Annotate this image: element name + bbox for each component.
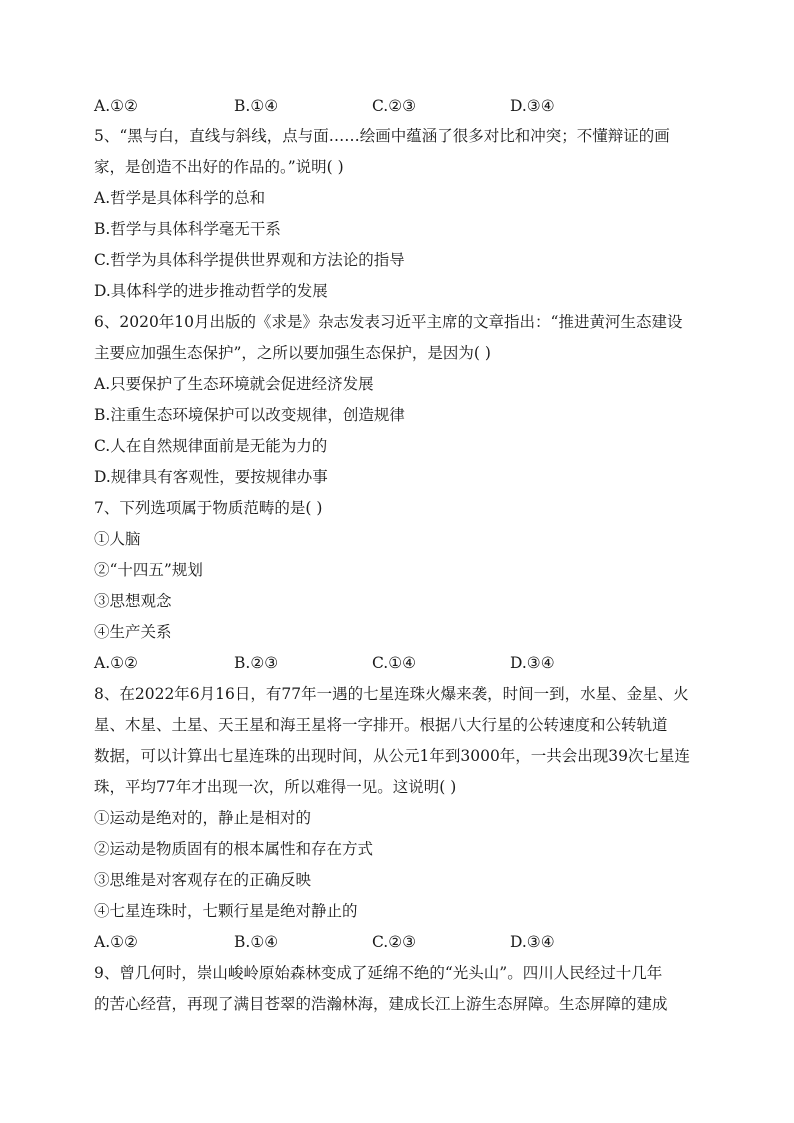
q9-stem-line2: 的苦心经营，再现了满目苍翠的浩瀚林海，建成长江上游生态屏障。生态屏障的建成 <box>94 995 668 1013</box>
q5-stem-line2: 家，是创造不出好的作品的。”说明( ) <box>94 158 344 176</box>
q7-item-3: ③思想观念 <box>94 592 172 610</box>
option-c: C.②③ <box>372 97 417 115</box>
q8-item-2: ②运动是物质固有的根本属性和存在方式 <box>94 840 374 858</box>
q8-item-1: ①运动是绝对的，静止是相对的 <box>94 809 312 827</box>
option-d: D.③④ <box>510 97 555 115</box>
q9-stem-line1: 9、曾几何时，崇山峻岭原始森林变成了延绵不绝的“光头山”。四川人民经过十几年 <box>94 964 663 982</box>
q8-stem-line4: 珠，平均77年才出现一次，所以难得一见。这说明( ) <box>94 778 457 796</box>
q6-stem-line1: 6、2020年10月出版的《求是》杂志发表习近平主席的文章指出：“推进黄河生态建设 <box>94 313 683 331</box>
q6-option-a: A.只要保护了生态环境就会促进经济发展 <box>94 375 374 393</box>
q5-option-d: D.具体科学的进步推动哲学的发展 <box>94 282 328 300</box>
q8-item-4: ④七星连珠时，七颗行星是绝对静止的 <box>94 902 358 920</box>
option-d: D.③④ <box>510 933 555 951</box>
q8-stem-line3: 数据，可以计算出七星连珠的出现时间，从公元1年到3000年，一共会出现39次七星连 <box>94 747 691 765</box>
option-b: B.①④ <box>234 97 279 115</box>
q5-stem-line1: 5、“黑与白，直线与斜线，点与面……绘画中蕴涵了很多对比和冲突；不懂辩证的画 <box>94 127 670 145</box>
q6-option-b: B.注重生态环境保护可以改变规律，创造规律 <box>94 406 405 424</box>
option-c: C.①④ <box>372 654 417 672</box>
q6-option-c: C.人在自然规律面前是无能为力的 <box>94 437 328 455</box>
option-b: B.②③ <box>234 654 279 672</box>
q5-option-a: A.哲学是具体科学的总和 <box>94 189 266 207</box>
q5-option-b: B.哲学与具体科学毫无干系 <box>94 220 281 238</box>
option-a: A.①② <box>94 654 138 672</box>
option-a: A.①② <box>94 97 138 115</box>
q8-stem-line1: 8、在2022年6月16日，有77年一遇的七星连珠火爆来袭，时间一到，水星、金星、火 <box>94 685 689 703</box>
q6-stem-line2: 主要应加强生态保护”，之所以要加强生态保护，是因为( ) <box>94 344 491 362</box>
q7-item-2: ②“十四五”规划 <box>94 561 203 579</box>
q4-options-row <box>94 96 704 116</box>
q7-stem: 7、下列选项属于物质范畴的是( ) <box>94 499 323 517</box>
q6-option-d: D.规律具有客观性，要按规律办事 <box>94 468 328 486</box>
q8-stem-line2: 星、木星、土星、天王星和海王星将一字排开。根据八大行星的公转速度和公转轨道 <box>94 716 668 734</box>
option-d: D.③④ <box>510 654 555 672</box>
option-c: C.②③ <box>372 933 417 951</box>
q5-option-c: C.哲学为具体科学提供世界观和方法论的指导 <box>94 251 405 269</box>
q7-options-row <box>94 653 704 673</box>
q8-options-row <box>94 932 704 952</box>
option-a: A.①② <box>94 933 138 951</box>
q7-item-1: ①人脑 <box>94 530 141 548</box>
option-b: B.①④ <box>234 933 279 951</box>
q7-item-4: ④生产关系 <box>94 623 172 641</box>
q8-item-3: ③思维是对客观存在的正确反映 <box>94 871 312 889</box>
